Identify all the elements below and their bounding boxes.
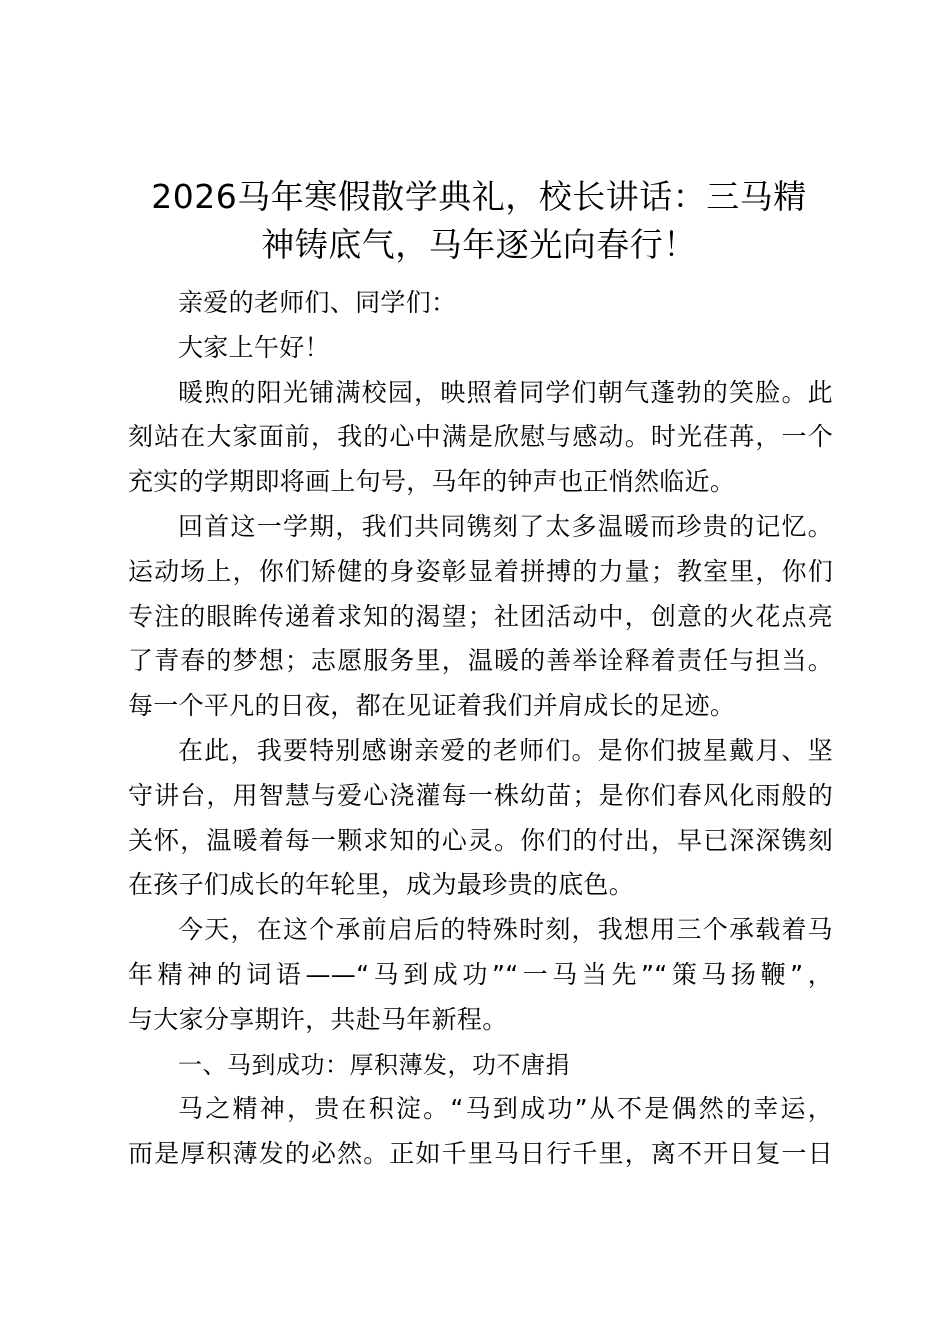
paragraph-5 xyxy=(128,1087,833,1177)
paragraph-line: 在此，我要特别感谢亲爱的老师们。是你们披星戴月、坚 xyxy=(178,735,833,765)
paragraph-line: 回首这一学期，我们共同镌刻了太多温暖而珍贵的记忆。 xyxy=(178,511,833,541)
paragraph-line: 今天，在这个承前启后的特殊时刻，我想用三个承载着马 xyxy=(178,915,833,945)
document-title xyxy=(120,173,838,269)
paragraph-line: 每一个平凡的日夜，都在见证着我们并肩成长的足迹。 xyxy=(128,691,736,721)
paragraph-line: 与大家分享期许，共赴马年新程。 xyxy=(128,1004,508,1034)
paragraph-2 xyxy=(128,505,833,729)
document-body xyxy=(128,281,833,1177)
paragraph-line: 运动场上，你们矫健的身姿彰显着拼搏的力量；教室里，你们 xyxy=(128,556,833,586)
paragraph-line: 刻站在大家面前，我的心中满是欣慰与感动。时光荏苒，一个 xyxy=(128,422,833,452)
paragraph-line: 专注的眼眸传递着求知的渴望；社团活动中，创意的火花点亮 xyxy=(128,601,833,631)
paragraph-line: 充实的学期即将画上句号，马年的钟声也正悄然临近。 xyxy=(128,467,736,497)
paragraph-line: 暖煦的阳光铺满校园，映照着同学们朝气蓬勃的笑脸。此 xyxy=(178,377,833,407)
paragraph-line: 而是厚积薄发的必然。正如千里马日行千里，离不开日复一日 xyxy=(128,1139,833,1169)
title-line: 2026马年寒假散学典礼，校长讲话：三马精 xyxy=(151,177,807,216)
paragraph-line: 了青春的梦想；志愿服务里，温暖的善举诠释着责任与担当。 xyxy=(128,646,833,676)
good-morning-line: 大家上午好！ xyxy=(178,332,330,362)
paragraph-line: 马之精神，贵在积淀。“马到成功”从不是偶然的幸运， xyxy=(178,1094,833,1124)
paragraph-4 xyxy=(128,908,833,1042)
paragraph-3 xyxy=(128,729,833,908)
title-line: 神铸底气，马年逐光向春行！ xyxy=(261,225,697,264)
section-heading: 一、马到成功：厚积薄发，功不唐捐 xyxy=(178,1050,570,1079)
paragraph-line: 守讲台，用智慧与爱心浇灌每一株幼苗；是你们春风化雨般的 xyxy=(128,780,833,810)
paragraph-line: 在孩子们成长的年轮里，成为最珍贵的底色。 xyxy=(128,870,635,900)
paragraph-line: 关怀，温暖着每一颗求知的心灵。你们的付出，早已深深镌刻 xyxy=(128,825,833,855)
paragraph-line: 年精神的词语——“马到成功”“一马当先”“策马扬鞭”， xyxy=(128,959,833,989)
paragraph-1 xyxy=(128,371,833,505)
greeting-line: 亲爱的老师们、同学们： xyxy=(178,288,457,317)
